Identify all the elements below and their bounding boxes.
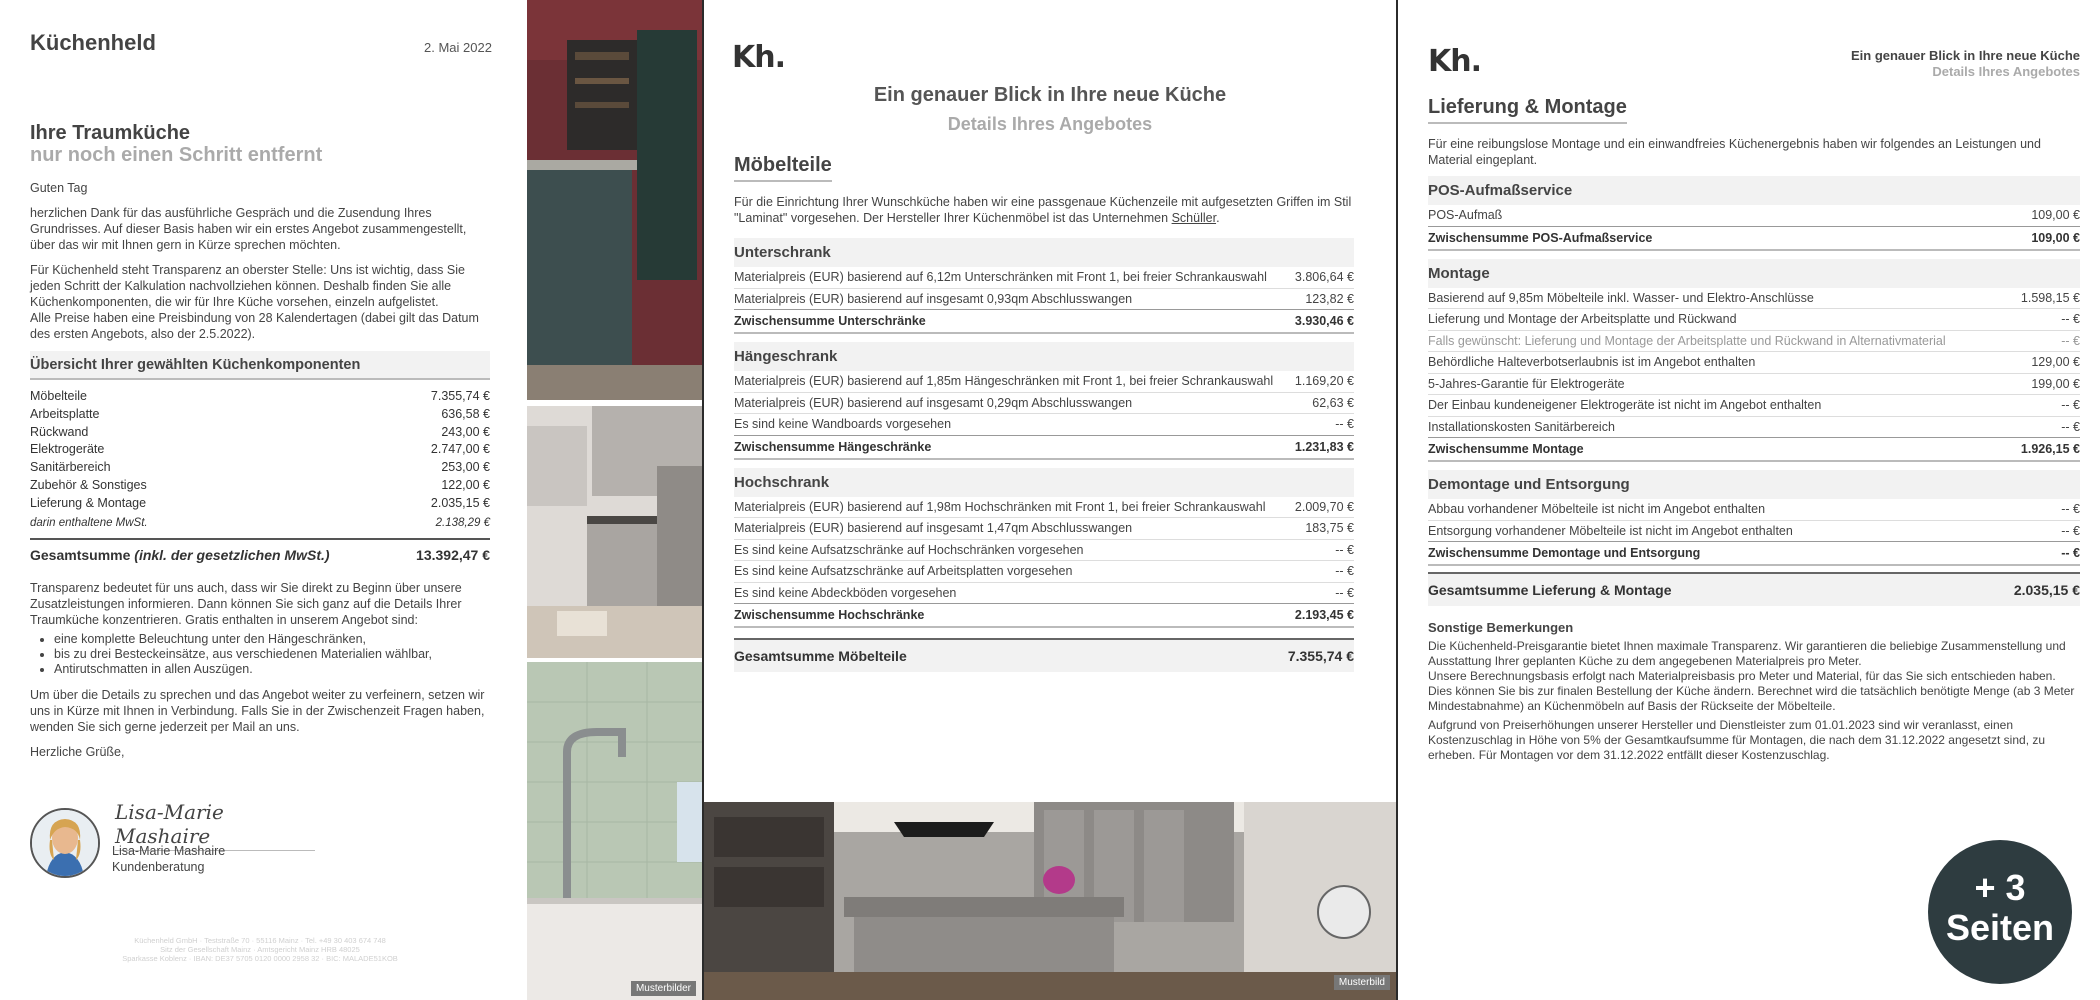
line-item (1428, 521, 2080, 542)
brand-logo-short: Kh. (1428, 44, 1482, 79)
vat-label: darin enthaltene MwSt. (30, 516, 148, 529)
line-item-label: Lieferung und Montage der Arbeitsplatte und Rückwand (1428, 312, 1737, 326)
line-item-label: POS-Aufmaß (1428, 208, 1503, 222)
overview-label: Lieferung & Montage (30, 495, 147, 510)
contact-paragraph: Um über die Details zu sprechen und das Angebot weiter zu verfeinern, setzen wir uns in Kürze mit Ihnen in Verbindung. Falls Sie in der Zwischenzeit Fragen haben, wenden Sie sich gerne jederzeit per Mail an uns. (30, 688, 485, 735)
brand-logo: Küchenheld (30, 30, 156, 55)
more-pages-badge[interactable] (1928, 840, 2072, 984)
line-item-value: -- € (2061, 523, 2080, 538)
signer-name: Lisa-Marie Mashaire (112, 844, 226, 858)
line-item (1428, 309, 2080, 331)
header-subtitle: Details Ihres Angebotes (1932, 64, 2080, 79)
subtotal-value: 1.231,83 € (1294, 439, 1354, 454)
subtotal-label: Zwischensumme Demontage und Entsorgung (1428, 546, 1701, 560)
line-item-label: Es sind keine Aufsatzschränke auf Hochschränken vorgesehen (734, 542, 1084, 557)
line-item-label: Behördliche Halteverbotserlaubnis ist im Angebot enthalten (1428, 355, 1756, 369)
included-item: • bis zu drei Besteckeinsätze, aus verschiedenen Materialien wählbar, (54, 647, 490, 662)
line-item-value: 2.009,70 € (1294, 499, 1354, 514)
line-item-value: -- € (1335, 417, 1354, 431)
overview-value: 2.747,00 € (430, 442, 490, 457)
overview-label: Arbeitsplatte (30, 406, 100, 421)
line-item (1428, 374, 2080, 396)
delivery-total-label: Gesamtsumme Lieferung & Montage (1428, 582, 1672, 598)
line-item-value: -- € (2061, 419, 2080, 434)
group-title: POS-Aufmaßservice (1428, 176, 2080, 205)
group-title: Hängeschrank (734, 342, 1354, 371)
subtotal-row (1428, 226, 2080, 251)
line-item-label: Entsorgung vorhandener Möbelteile ist nicht im Angebot enthalten (1428, 523, 1793, 538)
overview-value: 122,00 € (441, 477, 490, 492)
overview-row (30, 477, 490, 495)
remarks-title: Sonstige Bemerkungen (1428, 620, 1574, 635)
handwritten-signature: Lisa-Marie Mashaire (115, 800, 315, 851)
kitchen-photo-dark (527, 0, 702, 400)
overview-label: Zubehör & Sonstiges (30, 477, 147, 492)
furniture-total-row (734, 638, 1354, 672)
overview-title: Übersicht Ihrer gewählten Küchenkomponenten (30, 351, 490, 380)
line-item (1428, 499, 2080, 521)
overview-label: Rückwand (30, 424, 89, 439)
line-item-label: Installationskosten Sanitärbereich (1428, 419, 1615, 434)
section-title: Lieferung & Montage (1428, 96, 1627, 124)
subtotal-label: Zwischensumme Unterschränke (734, 314, 926, 328)
line-item-value: -- € (1335, 564, 1354, 578)
page-title: Ein genauer Blick in Ihre neue Küche (873, 84, 1227, 106)
subtotal-row (734, 309, 1354, 334)
line-item (734, 393, 1354, 415)
extras-paragraph: Transparenz bedeutet für uns auch, dass wir Sie direkt zu Beginn über unsere Zusatzleistungen informieren. Dann können Sie sich ganz auf die Details Ihrer Traumküche konzentrieren. Gratis enthalten in unserem Angebot sind: (30, 581, 462, 628)
included-item: • Antirutschmatten in allen Auszügen. (54, 662, 490, 677)
line-item-label: Materialpreis (EUR) basierend auf 1,98m Hochschränken mit Front 1, bei freier Schrankauswahl (734, 499, 1266, 514)
overview-value: 243,00 € (441, 424, 490, 439)
avatar (30, 808, 100, 878)
transparency-paragraph: Für Küchenheld steht Transparenz an oberster Stelle: Uns ist wichtig, dass Sie jeden Schritt der Kalkulation nachvollziehen können. Deshalb finden Sie alle Küchenkomponenten, die wir für Ihre Küche vorsehen, einzeln aufgelistet. (30, 263, 465, 309)
subtotal-row (734, 435, 1354, 460)
total-value: 13.392,47 € (416, 547, 490, 564)
line-item (1428, 205, 2080, 226)
subtotal-value: 1.926,15 € (2020, 442, 2080, 456)
badge-count: + 3 (1974, 867, 2026, 908)
included-list (30, 632, 490, 677)
line-item (734, 371, 1354, 393)
total-label: Gesamtsumme (inkl. der gesetzlichen MwSt.) (30, 547, 330, 564)
overview-label: Möbelteile (30, 389, 87, 403)
line-item (1428, 288, 2080, 310)
line-item-value: -- € (1335, 585, 1354, 600)
line-item-value: 1.598,15 € (2020, 290, 2080, 305)
furniture-total-label: Gesamtsumme Möbelteile (734, 648, 907, 664)
signer (112, 843, 225, 875)
remarks-text: Unsere Berechnungsbasis erfolgt nach Materialpreisbasis pro Meter und Material, für das Sie sich entschieden haben. (1428, 669, 2056, 683)
line-item-value: -- € (1335, 542, 1354, 557)
section-intro: Für die Einrichtung Ihrer Wunschküche haben wir eine passgenaue Küchenzeile mit aufgesetzten Griffen im Stil "Laminat" vorgesehen. Der Hersteller Ihrer Küchenmöbel ist das Unternehmen Schüller. (734, 195, 1352, 225)
details-page-furniture (704, 0, 1396, 1000)
line-item (734, 414, 1354, 435)
group-title: Hochschrank (734, 468, 1354, 497)
subtotal-row (1428, 541, 2080, 566)
subtotal-label: Zwischensumme Hochschränke (734, 608, 925, 622)
photo-caption: Musterbild (1334, 975, 1390, 990)
line-item-label: 5-Jahres-Garantie für Elektrogeräte (1428, 376, 1625, 391)
line-item-value: 3.806,64 € (1294, 270, 1354, 284)
remarks-text: Dies können Sie bis zur finalen Bestellung der Küche ändern. Berechnet wird die tatsächlich benötigte Menge (ab 3 Meter Mindestabnahme) an Küchenmöbeln auf Basis der Rückseite der Möbelteile. (1428, 684, 2075, 713)
line-item-label: Basierend auf 9,85m Möbelteile inkl. Wasser- und Elektro-Anschlüsse (1428, 290, 1814, 305)
line-item (734, 561, 1354, 583)
photo-caption: Musterbilder (631, 981, 696, 996)
line-item-value: 109,00 € (2031, 208, 2080, 222)
overview-value: 253,00 € (441, 460, 490, 475)
subtotal-label: Zwischensumme POS-Aufmaßservice (1428, 230, 1653, 245)
footer-line: Küchenheld GmbH · Teststraße 70 · 55116 Mainz · Tel. +49 30 403 674 748 (134, 936, 386, 945)
header-title: Ein genauer Blick in Ihre neue Küche (1850, 48, 2080, 63)
section-title: Möbelteile (734, 154, 832, 182)
overview-row (30, 495, 490, 513)
delivery-total-row (1428, 572, 2080, 606)
line-item (734, 518, 1354, 540)
subtotal-value: 3.930,46 € (1294, 314, 1354, 328)
closing: Herzliche Grüße, (30, 745, 125, 760)
letter-subtitle: nur noch einen Schritt entfernt (30, 144, 323, 166)
letter-date: 2. Mai 2022 (424, 40, 492, 55)
line-item (734, 497, 1354, 519)
remarks-text: Die Küchenheld-Preisgarantie bietet Ihnen maximale Transparenz. Wir garantieren die beliebige Zusammenstellung und Ausstattung Ihrer geplanten Küche zu dem angegebenen Materialpreis pro Meter. (1428, 639, 2066, 668)
overview-value: 636,58 € (441, 406, 490, 421)
line-item (734, 540, 1354, 562)
delivery-total-value: 2.035,15 € (2013, 582, 2080, 598)
line-item-label: Der Einbau kundeneigener Elektrogeräte ist nicht im Angebot enthalten (1428, 398, 1822, 412)
overview-value: 2.035,15 € (430, 495, 490, 510)
subtotal-label: Zwischensumme Montage (1428, 442, 1584, 456)
line-item-value: 129,00 € (2031, 355, 2080, 369)
line-item (1428, 331, 2080, 353)
line-item-label: Materialpreis (EUR) basierend auf insgesamt 0,93qm Abschlusswangen (734, 291, 1133, 306)
overview-list (30, 388, 490, 513)
line-item (734, 289, 1354, 310)
overview-row (30, 388, 490, 406)
overview-row (30, 424, 490, 442)
manufacturer-link[interactable]: Schüller (1171, 211, 1217, 225)
brand-logo-short: Kh. (732, 40, 786, 75)
line-item-label: Falls gewünscht: Lieferung und Montage der Arbeitsplatte und Rückwand in Alternativmaterial (1428, 333, 1946, 348)
remarks-text: Aufgrund von Preiserhöhungen unserer Hersteller und Dienstleister zum 01.01.2023 sind wir veranlasst, einen Kostenzuschlag in Höhe von 5% der Gesamtkaufsumme für Montagen, die nach dem 31.12.2022 angesetzt sind, zu erheben. Für Montagen vor dem 31.12.2022 entfällt dieser Kostenzuschlag. (1428, 718, 2046, 762)
overview-row (30, 406, 490, 424)
line-item (1428, 352, 2080, 374)
vat-row (30, 515, 490, 533)
badge-label: Seiten (1945, 907, 2055, 948)
line-item-label: Materialpreis (EUR) basierend auf 1,85m Hängeschränken mit Front 1, bei freier Schrankauswahl (734, 374, 1274, 388)
section-intro: Für eine reibungslose Montage und ein einwandfreies Küchenergebnis haben wir folgendes an Leistungen und Material eingeplant. (1428, 137, 2041, 167)
line-item-value: 123,82 € (1305, 291, 1354, 306)
overview-value: 7.355,74 € (430, 389, 490, 403)
group-title: Unterschrank (734, 238, 1354, 267)
footer-line: Sparkasse Koblenz · IBAN: DE37 5705 0120 0000 2958 32 · BIC: MALADE51KOB (122, 954, 398, 963)
line-item-label: Es sind keine Wandboards vorgesehen (734, 417, 952, 431)
delivery-details (1428, 96, 2080, 763)
line-item-label: Es sind keine Abdeckböden vorgesehen (734, 585, 957, 600)
overview-label: Elektrogeräte (30, 442, 105, 457)
delivery-groups (1428, 176, 2080, 566)
overview-row (30, 441, 490, 459)
line-item-value: 1.169,20 € (1294, 374, 1354, 388)
line-item (1428, 417, 2080, 438)
subtotal-value: 109,00 € (2031, 230, 2080, 245)
furniture-total-value: 7.355,74 € (1287, 648, 1354, 664)
overview-label: Sanitärbereich (30, 460, 111, 475)
subtotal-label: Zwischensumme Hängeschränke (734, 439, 932, 454)
vat-value: 2.138,29 € (435, 516, 490, 529)
included-item: • eine komplette Beleuchtung unter den Hängeschränken, (54, 632, 490, 647)
page-header (1851, 48, 2080, 80)
line-item-value: 183,75 € (1305, 521, 1354, 535)
line-item-value: -- € (2061, 502, 2080, 516)
letter-page (0, 0, 526, 1000)
line-item-label: Es sind keine Aufsatzschränke auf Arbeitsplatten vorgesehen (734, 564, 1073, 578)
letter-footer (30, 936, 490, 963)
intro-paragraph: herzlichen Dank für das ausführliche Gespräch und die Zusendung Ihres Grundrisses. Auf dieser Basis haben wir ein erstes Angebot zusammengestellt, über das wir mit Ihnen gern in Kürze sprechen möchten. (30, 206, 467, 252)
line-item-value: 199,00 € (2031, 376, 2080, 391)
line-item-value: -- € (2061, 398, 2080, 412)
subtotal-row (734, 603, 1354, 628)
line-item-label: Materialpreis (EUR) basierend auf insgesamt 0,29qm Abschlusswangen (734, 395, 1133, 410)
subtotal-row (1428, 437, 2080, 462)
overview-row (30, 459, 490, 477)
kitchen-photo-tap (527, 662, 702, 1000)
kitchen-photo-grey (527, 406, 702, 658)
letter-content (30, 122, 490, 769)
subtotal-value: 2.193,45 € (1294, 608, 1354, 622)
line-item (1428, 395, 2080, 417)
total-row (30, 538, 490, 570)
group-title: Demontage und Entsorgung (1428, 470, 2080, 499)
line-item (734, 583, 1354, 604)
group-title: Montage (1428, 259, 2080, 288)
line-item-label: Abbau vorhandener Möbelteile ist nicht im Angebot enthalten (1428, 502, 1766, 516)
line-item-value: 62,63 € (1312, 395, 1354, 410)
signer-role: Kundenberatung (112, 860, 205, 874)
price-binding-paragraph: Alle Preise haben eine Preisbindung von 28 Kalendertagen (dabei gilt das Datum des ersten Angebots, also der 2.5.2022). (30, 311, 479, 341)
line-item-label: Materialpreis (EUR) basierend auf insgesamt 1,47qm Abschlusswangen (734, 521, 1133, 535)
greeting: Guten Tag (30, 181, 88, 195)
subtotal-value: -- € (2061, 546, 2080, 560)
line-item-value: -- € (2061, 333, 2080, 348)
letter-title: Ihre Traumküche (30, 122, 191, 144)
furniture-groups (734, 238, 1354, 628)
remarks (1428, 620, 2080, 763)
page-subtitle: Details Ihres Angebotes (947, 114, 1153, 134)
line-item (734, 267, 1354, 289)
kitchen-photo-wide (704, 802, 1396, 1000)
line-item-label: Materialpreis (EUR) basierend auf 6,12m Unterschränken mit Front 1, bei freier Schrankauswahl (734, 270, 1267, 284)
furniture-details (734, 154, 1354, 672)
line-item-value: -- € (2061, 312, 2080, 326)
footer-line: Sitz der Gesellschaft Mainz · Amtsgericht Mainz HRB 48025 (160, 945, 360, 954)
